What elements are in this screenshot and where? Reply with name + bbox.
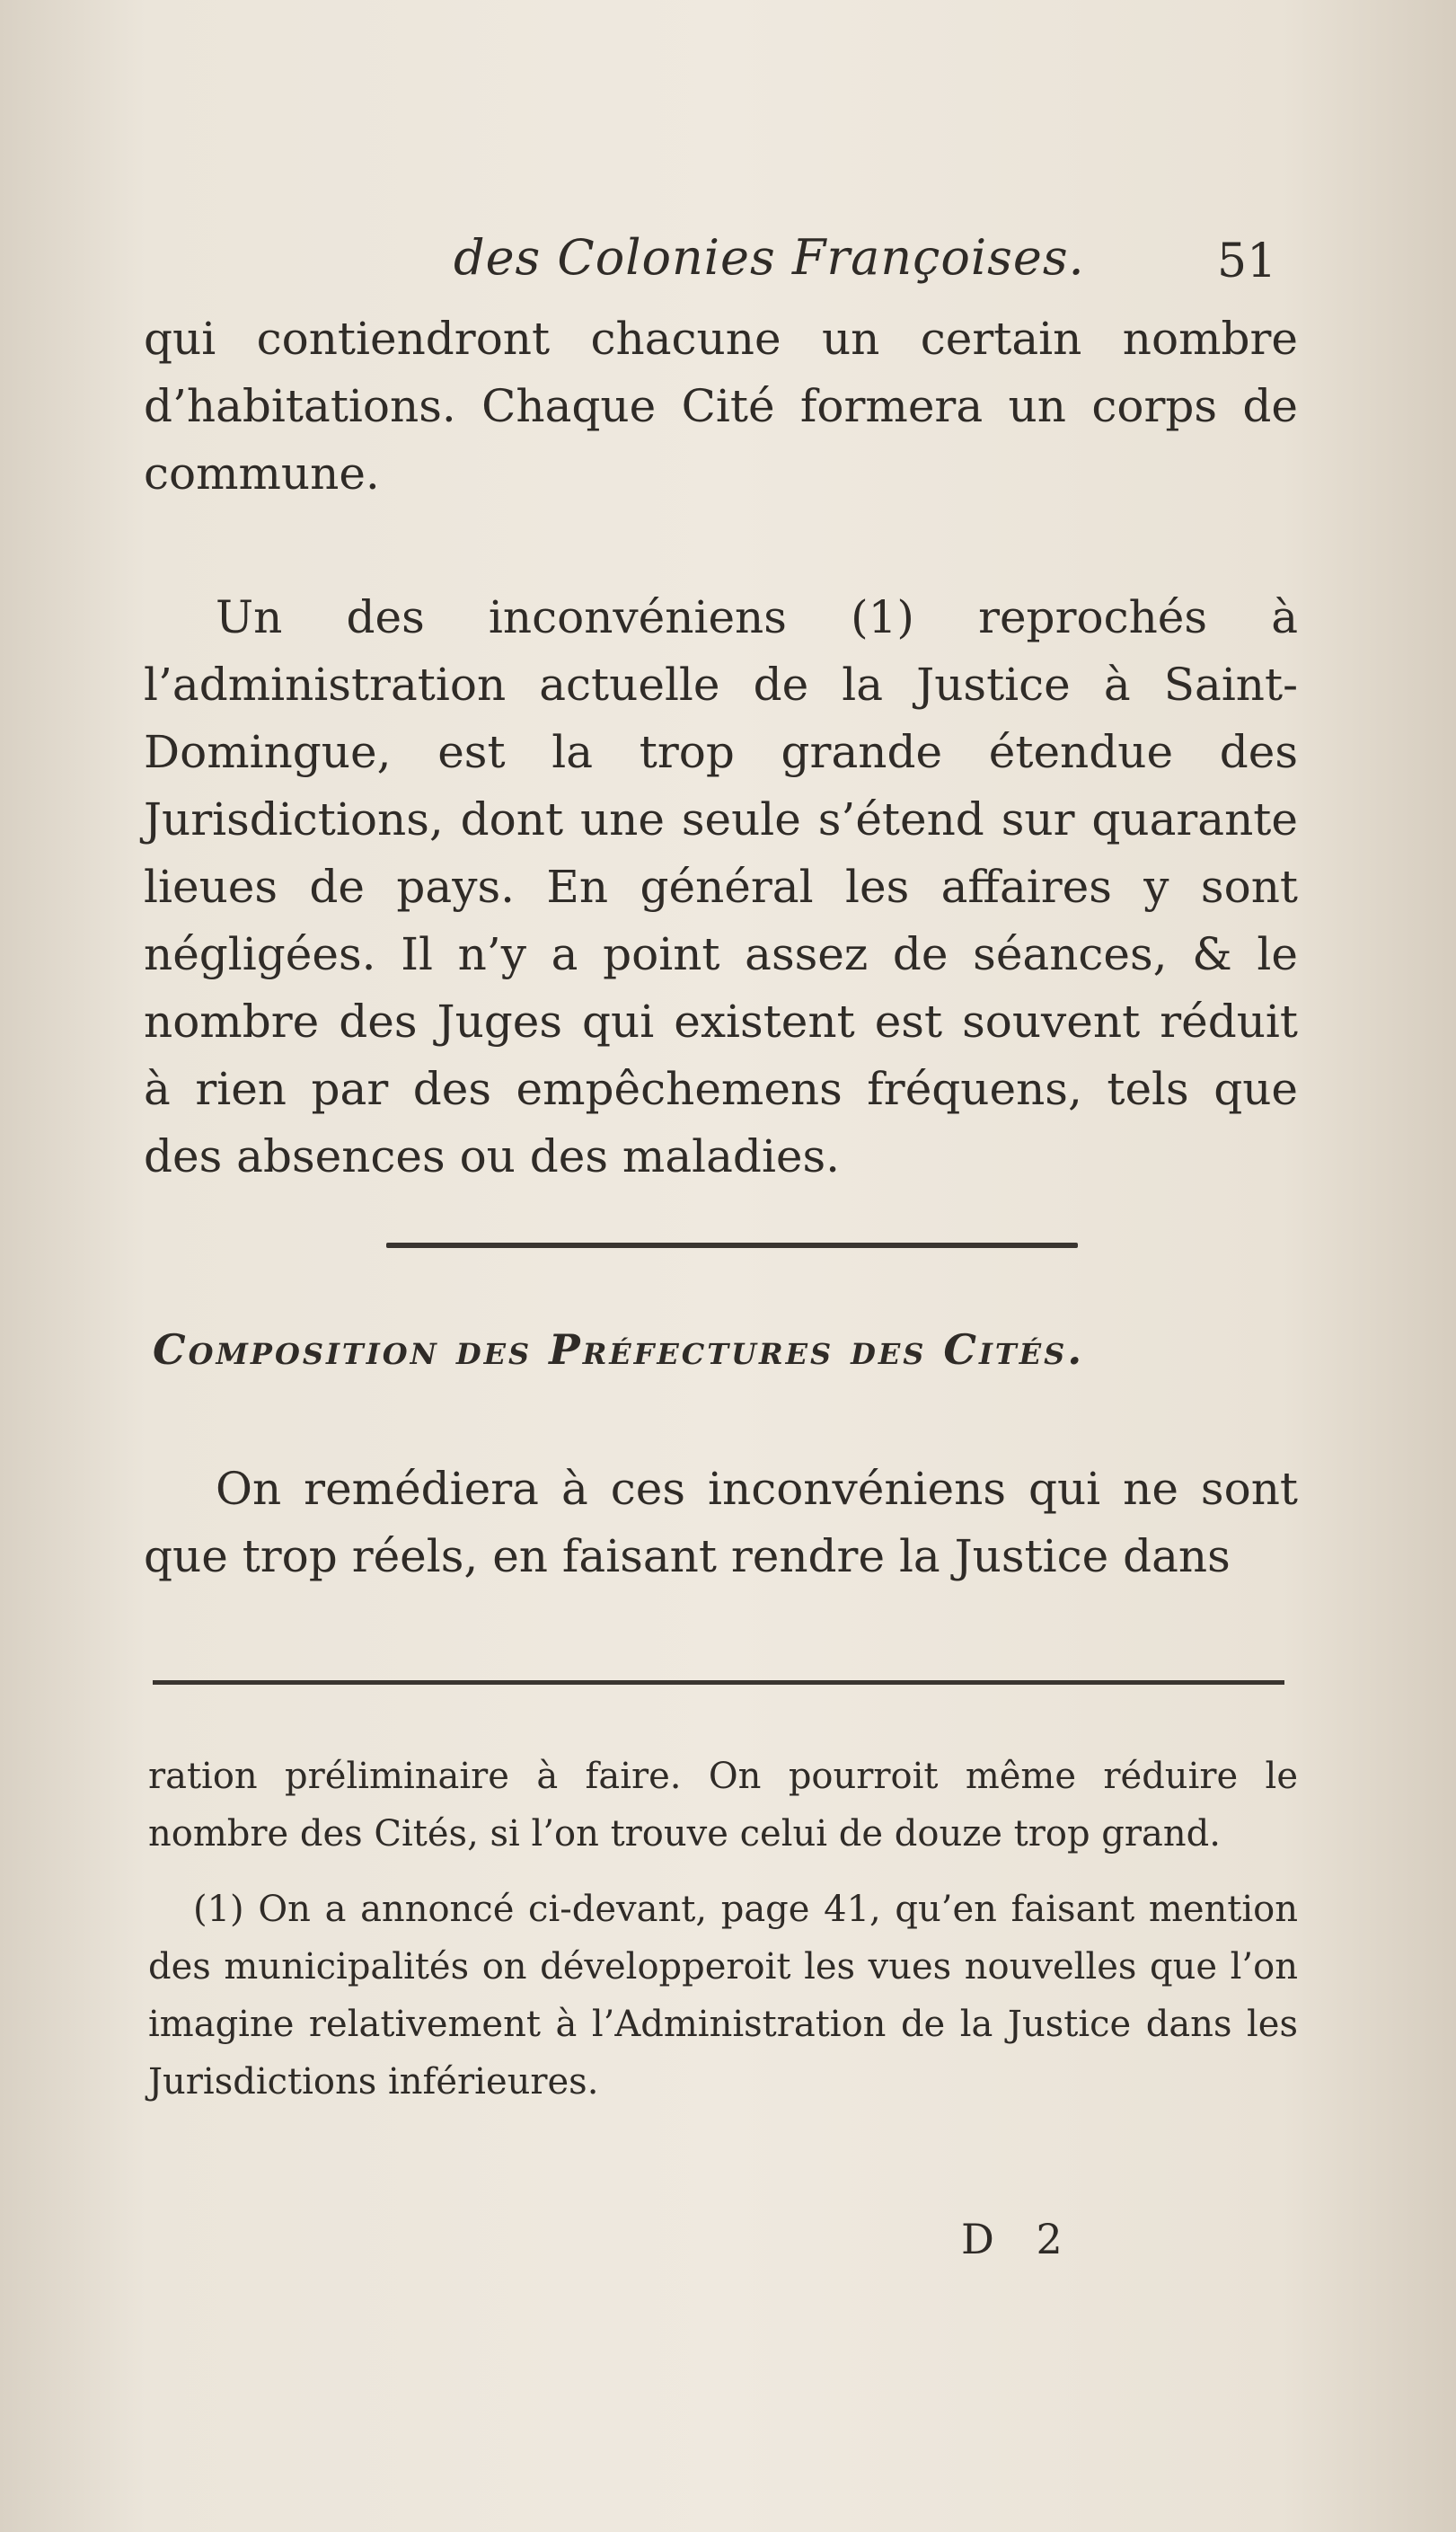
footnotes bbox=[148, 1748, 1298, 2129]
paragraph-inconveniences: Un des inconvéniens (1) reprochés à l’administration actuelle de la Justice à Saint-Domingue, est la trop grande étendue des Jurisdictions, dont une seule s’étend sur quarante lieues de pays. En général les affaires y sont négligées. Il n’y a point assez de séances, & le nombre des Juges qui existent est souvent réduit à rien par des empêchemens fréquens, tels que des absences ou des maladies. bbox=[144, 591, 1298, 1182]
footnote-rule bbox=[153, 1680, 1284, 1685]
footnote-continued: ration préliminaire à faire. On pourroit même réduire le nombre des Cités, si l’on trouve celui de douze trop grand. bbox=[148, 1756, 1298, 1855]
running-head bbox=[0, 229, 1456, 301]
footnote-1: (1) On a annoncé ci-devant, page 41, qu’en faisant mention des municipalités on développeroit les vues nouvelles que l’on imagine relativement à l’Administration de la Justice dans les Jurisdictions inférieures. bbox=[148, 1889, 1298, 2103]
page-number: 51 bbox=[1217, 235, 1277, 288]
signature-mark: D 2 bbox=[961, 2215, 1077, 2263]
paragraph-remedy: On remédiera à ces inconvéniens qui ne sont que trop réels, en faisant rendre la Justice dans bbox=[144, 1463, 1298, 1582]
section-rule bbox=[386, 1243, 1078, 1248]
section-heading: Composition des Préfectures des Cités. bbox=[153, 1325, 1085, 1374]
paragraph-continuation: qui contiendront chacune un certain nombre d’habitations. Chaque Cité formera un corps de commune. bbox=[144, 313, 1298, 500]
running-head-title: des Colonies Françoises. bbox=[454, 229, 1085, 286]
